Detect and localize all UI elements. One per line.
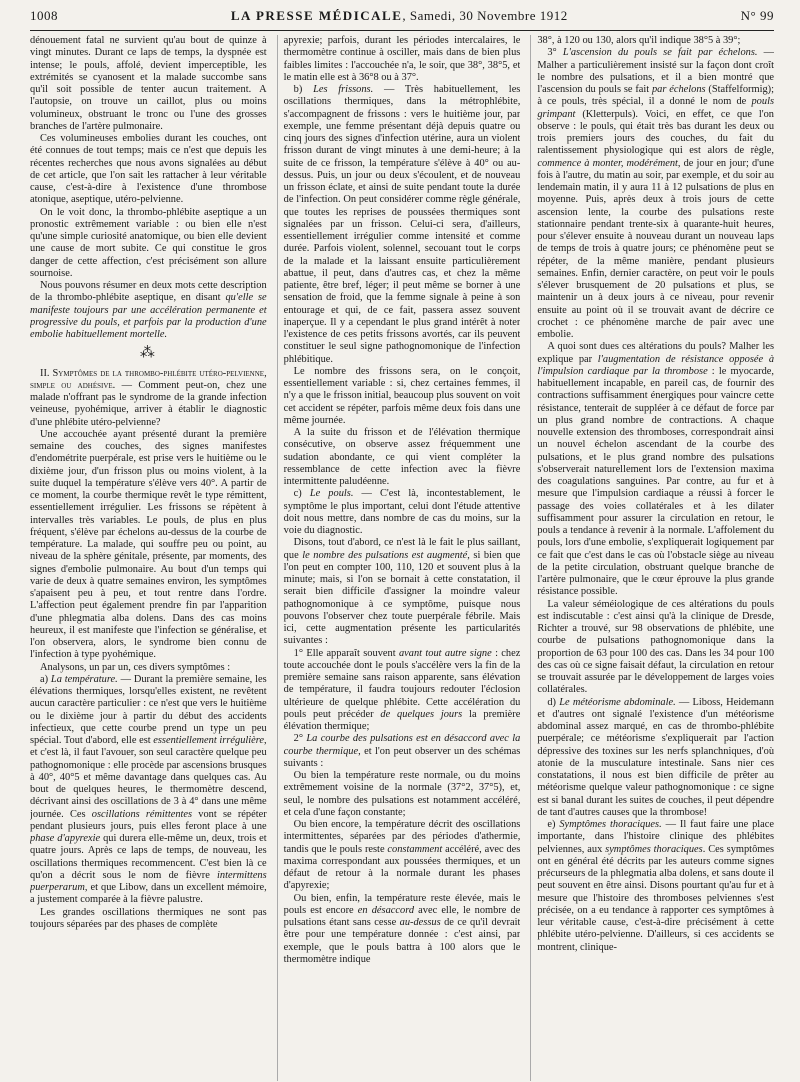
text-run: Disons, tout d'abord, ce n'est là le fait le plus saillant, que	[283, 537, 521, 561]
text-run: — Malher a particulièrement insisté sur la façon dont croît le nombre des pulsations, et il a bien montré que l'ascension du pouls se fait	[537, 47, 775, 95]
paragraph: Une accouchée ayant présenté durant la première semaine des couches, des signes manifestes d'endométrite puerpérale, est prise vers le huitième ou le dixième jour, d'un frisson plus ou moins violent, à la suite duquel la température s'élève vers 40°. A partir de ce moment, la courbe thermique revêt le type rémittent, essentiellement irrégulier. Les frissons se répètent à intervalles très variables. Le pouls, de plus en plus fréquent, s'élève par échelons au-dessus de la courbe de température. La malade, qui souffre peu ou point, au niveau de la sphère génitale, présente, par moments, des signes d'embolie pulmonaire. Au bout d'un temps qui varie de deux à quatre semaines environ, les symptômes s'apaisent peu à peu, et tout rentre dans l'ordre. L'affection peut également prendre fin par l'apparition d'une phlegmatia alba dolens. Dans des cas moins heureux, il est manifeste que l'infection se généralise, et l'on observera, alors, le syndrome bien connu de l'infection à type pyohémique.	[30, 428, 267, 661]
text-run: — Comment peut-on, chez une malade n'offrant pas le syndrome de la grande infection veineuse, pyohémique, arriver à établir le diagnostic d'une phlébite utéro-pelvienne?	[30, 379, 267, 428]
paragraph	[537, 47, 774, 341]
paragraph: Analysons, un par un, ces divers symptômes :	[40, 661, 231, 673]
paragraph	[537, 819, 774, 954]
paragraph	[30, 280, 267, 341]
italic-text: symptômes thoraciques	[605, 843, 703, 855]
text-run: Ou bien, enfin, la température reste élevée, mais le pouls est encore	[283, 892, 521, 916]
column-3	[530, 35, 774, 1081]
text-run: c)	[293, 488, 310, 500]
text-run: a)	[40, 673, 51, 685]
paragraph	[284, 819, 521, 893]
italic-text: qu'elle se manifeste toujours par une accélération permanente et progressive du pouls, et parfois par la production d'une embolie habituellement mortelle.	[30, 292, 267, 340]
text-run: : le myocarde, habituellement incapable, en pareil cas, de fournir des contractions suffisamment énergiques pour vaincre cette résistance, tenterait de suppléer à ce défaut de force par un plus grand nombre de contractions. A chaque nouvelle extension des thromboses, correspondrait ainsi un nouvel échelon ascendant de la courbe des pulsations, et le plus grand nombre des pulsations s'observerait naturellement lors de l'extension maxima des coagulations sanguines. Par contre, au fur et à mesure que l'impulsion cardiaque a réussi à forcer le passage des voies collatérales et à les dilater suffisamment pour assurer la circulation en retour, le pouls a tendance à revenir à la normale. L'affolement du pouls, lors d'une embolie, s'expliquerait logiquement par ce fait que c'est dans le cas où l'obstacle siège au niveau de la petite circulation, obstruant quelque branche de l'artère pulmonaire, que le cœur éprouve la plus grande résistance possible.	[537, 365, 775, 598]
italic-text: pouls grimpant	[537, 96, 775, 120]
italic-text: l'augmentation de résistance opposée à l'impulsion cardiaque par la thrombose	[537, 353, 775, 377]
paragraph: 38°, à 120 ou 130, alors qu'il indique 38°5 à 39°;	[537, 35, 741, 46]
column-2	[277, 35, 521, 1081]
text-run: vont se répéter pendant plusieurs jours, puis elles feront place à une	[30, 808, 267, 832]
italic-text: essentiellement irrégulière	[153, 735, 265, 746]
italic-text: intermittens puerperarum	[30, 869, 267, 893]
text-run: d)	[547, 696, 560, 708]
italic-text: La courbe des pulsations est en désaccord avec la courbe thermique	[283, 733, 521, 757]
page-number: 1008	[30, 8, 58, 23]
paragraph	[284, 648, 521, 734]
paragraph	[284, 893, 521, 967]
paragraph: On le voit donc, la thrombo-phlébite aseptique a un pronostic extrêmement variable : ou bien elle n'est qu'une simple curiosité anatomique, ou bien elle devient une cause de mort subite. Ce qui constitue le gros danger de cette affection, c'est précisément son allure sournoise.	[30, 206, 267, 279]
masthead	[231, 8, 568, 24]
text-run: b)	[293, 84, 314, 95]
text-run: Nous pouvons résumer en deux mots cette description de la thrombo-phlébite aseptique, en disant	[30, 280, 267, 304]
italic-text: avant tout autre signe	[398, 647, 492, 659]
journal-title: LA PRESSE MÉDICALE	[230, 8, 403, 23]
paragraph: Le nombre des frissons sera, on le conçoit, essentiellement variable : si, chez certaines femmes, il n'y a que le frisson initial, beaucoup plus souvent on voit cet accident se répéter, parfois même deux fois dans une même journée.	[283, 365, 521, 426]
italic-text: au-dessus	[399, 917, 441, 928]
issue-number: N° 99	[740, 8, 774, 23]
paragraph	[537, 341, 774, 598]
text-run: 3°	[547, 47, 563, 59]
text-run: — Très habituellement, les oscillations thermiques, dans la métrophlébite, s'accompagnent de frissons : vers le huitième jour, par exemple, une femme présentant déjà depuis quatre ou cinq jours des signes d'infection utérine, aura un violent frisson durant de vingt minutes à une demi-heure; à la suite de ce frisson, la température s'élève à 40° ou au-dessus. Puis, un jour ou deux s'écoulent, et de nouveau un frisson éclate, et ainsi de suite pendant toute la durée de l'infection. On peut considérer comme règle générale, que toutes les reprises de poussées thermiques sont signalées par un frisson. Celui-ci sera, d'ailleurs, essentiellement irrégulier comme intensité et comme durée. Parfois violent, solennel, secouant tout le corps de la malade et la laissant ensuite particulièrement abattue, il peut, dans d'autres cas, et chez la même patiente, être bref, léger; il peut même se borner à une sensation de froid, que la femme signale à peine à son entourage et qui, de ce fait, passera assez souvent inaperçue. Il y a cependant le plus grand intérêt à noter l'existence de ces petits frissons avortés, car ils peuvent constituer le seul signe pathognomonique de l'infection phlébitique.	[283, 84, 521, 365]
italic-text: par échelons	[651, 84, 706, 95]
italic-text: Le météorisme abdominale.	[559, 696, 676, 708]
text-run: 2°	[293, 733, 307, 745]
section-heading: II. Symptômes de la thrombo-phlébite utéro-pelvienne, simple ou adhésive.	[30, 367, 267, 391]
text-run: (Kletterpuls). Voici, en effet, ce que l'on observe : le pouls, qui était très bas durant les deux ou trois premiers jours des couches, du fait du ralentissement physiologique qui est alors de règle,	[537, 108, 775, 157]
page-header	[30, 8, 774, 31]
text-run: , de jour en jour; d'une fois à l'autre, du matin au soir, par exemple, et du soir au lendemain matin, il y aura 11 à 12 pulsations de plus en moyenne. Puis, après deux à trois jours de cette ascension lente, la courbe des pulsations reste stationnaire pendant trente-six à quarante-huit heures, pour s'élever ensuite à nouveau durant un nouveau laps de temps de trois à quatre jours; ce phénomène peut se répéter, de la même manière, pendant plusieurs semaines. Enfin, dernier caractère, on peut voir le pouls s'élever brusquement de 20 pulsations et plus, se maintenir un à deux jours à ce niveau, pour revenir ensuite au point où il se trouvait avant de décrire ce crochet : ce phénomène marche de pair avec une embolie.	[537, 157, 775, 340]
paragraph: dénouement fatal ne survient qu'au bout de quinze à vingt minutes. Durant ce laps de temps, la dyspnée est intense; le pouls, affolé, devient imperceptible, les extrémités se cyanosent et la malade succombe sans qu'il soit possible de tenter aucun traitement. A l'autopsie, on trouve un caillot, plus ou moins volumineux, obstruant le tronc ou l'une des grosses branches de l'artère pulmonaire.	[30, 35, 267, 132]
paragraph	[537, 697, 774, 820]
paragraph: La valeur séméiologique de ces altérations du pouls est indiscutable : c'est ainsi qu'à la clinique de Dresde, Richter a trouvé, sur 98 observations de phlébite, une courbe de pulsations pathognomonique dans la proportion de 63 pour 100 des cas. Dans les 34 pour 100 des cas où ce signe faisait défaut, la circulation en retour se trouvait assurée par le développement de larges voies collatérales.	[537, 598, 775, 696]
article-columns	[30, 35, 774, 1081]
text-run: : chez toute accouchée dont le pouls s'accélère vers la fin de la première semaine sans raison apparente, sans élévation de température, il faudra toujours redouter l'éclosion ultérieure de quelque phlébite. Cette accélération du pouls peut précéder	[283, 647, 521, 720]
italic-text: commence à monter, modérément	[537, 157, 678, 169]
text-run: la première élévation thermique;	[283, 708, 521, 732]
text-run: de ce qu'il devrait être pour une température donnée : c'est ainsi, par exemple, que le pouls battra à 100 alors que le thermomètre indique	[283, 917, 521, 965]
text-run: — Liboss, Heidemann et d'autres ont signalé l'existence d'un météorisme abdominal assez marqué, en cas de thrombo-phlébite puerpérale; ce météorisme s'expliquerait par l'action dépressive des toxines sur les nerfs splanchniques, d'où atonie de la musculature intestinale. Sans nier ces constatations, il nous est bien difficile de prêter au météorisme quelque valeur pathognomonique : ce signe est si banal durant les suites de couches, il peut dépendre de tant d'autres causes que la thrombose!	[537, 696, 775, 818]
text-run: — C'est là, incontestablement, le symptôme le plus important, celui dont l'étude attentive doit nous mettre, dans nombre de cas du moins, sur la voie du diagnostic.	[283, 488, 521, 536]
italic-text: Symptômes thoraciques.	[559, 819, 662, 830]
text-run: — Durant la première semaine, les élévations thermiques, lorsqu'elles existent, ne revêtent aucun caractère particulier : ce n'est que vers le huitième ou le dixième jour à partir du début des accidents infectieux, que cette courbe prend un type un peu spécial. Tout d'abord, elle est	[30, 673, 267, 746]
text-run: , et que Libow, dans un excellent mémoire, a justement comparée à la fièvre palustre.	[30, 882, 267, 906]
paragraph: Ces volumineuses embolies durant les couches, ont été connues de tout temps; mais ce n'est que depuis les récentes recherches que nous avons signalées au début de cet article, que l'on sait les rattacher à leur véritable cause, c'est-à-dire à l'existence d'une thrombose atonique, aseptique, utéro-pelvienne.	[30, 133, 267, 206]
text-run: avec elle, le nombre de pulsations étant sans cesse	[283, 904, 521, 928]
issue-date: , Samedi, 30 Novembre 1912	[402, 8, 568, 23]
paragraph: A la suite du frisson et de l'élévation thermique consécutive, on observe assez fréquemment une sudation abondante, ce qui vient compléter la ressemblance de cette infection avec la fièvre intermittente paludéenne.	[283, 427, 521, 487]
text-run: — Il faut faire une place importante, dans l'histoire clinique des phlébites pelviennes, aux	[537, 819, 775, 855]
italic-text: le nombre des pulsations est augmenté	[302, 549, 468, 561]
text-run: . Ces symptômes ont en général été décrits par les auteurs comme signes précurseurs de la phlegmatia alba dolens, et sans doute il peut souvent en être ainsi. Disons pourtant qu'au fur et à mesure que l'histoire des thromboses pelviennes s'est précisée, on a eu tendance à rapporter ces symptômes à leur véritable cause, c'est-à-dire précisément à cette phlébite utéro-pelvienne. D'ailleurs, si ces accidents se montrent, clinique-	[537, 843, 775, 953]
paragraph	[30, 674, 267, 907]
paragraph: Ou bien la température reste normale, ou du moins extrêmement voisine de la normale (37°2, 37°5), et, seul, le nombre des pulsations est notamment accéléré, et cela d'une façon constante;	[283, 770, 521, 818]
paragraph	[284, 733, 521, 770]
italic-text: constamment	[387, 843, 443, 855]
italic-text: L'ascension du pouls se fait par échelons.	[562, 47, 758, 59]
text-run: e)	[547, 819, 560, 830]
text-run: accéléré, avec des maxima correspondant aux poussées thermiques, et un défaut de retour à la normale durant les phases d'apyrexie;	[283, 843, 521, 892]
italic-text: oscillations rémittentes	[91, 808, 193, 820]
italic-text: Le pouls.	[309, 488, 354, 500]
text-run: qui durera elle-même un, deux, trois et quatre jours. Après ce laps de temps, de nouveau, les oscillations thermiques recommencent. C'est bien là ce qu'on a décrit sous le nom de fièvre	[30, 833, 267, 881]
section-separator: ⁂	[139, 345, 157, 362]
paragraph	[284, 537, 521, 647]
paragraph: Les grandes oscillations thermiques ne sont pas toujours séparées par des phases de complète	[30, 906, 267, 930]
column-1	[30, 35, 267, 1081]
text-run: 1° Elle apparaît souvent	[293, 647, 399, 659]
italic-text: phase d'apyrexie	[30, 833, 101, 844]
text-run: , et l'on peut observer un des schémas suivants :	[283, 745, 521, 769]
text-run: A quoi sont dues ces altérations du pouls? Malher les explique par	[537, 341, 775, 365]
text-run: , si bien que l'on peut en compter 100, 110, 120 et souvent plus à la minute; mais, si l'on se bornait à cette constatation, il serait bien difficile d'assigner la moindre valeur pathognomonique à ce symptôme, puisque nous pouvons l'observer chez toute puerpérale fébrile. Mais ici, cette augmentation présente les particularités suivantes :	[283, 549, 521, 647]
text-run: , et c'est là, il faut l'avouer, son seul caractère quelque peu pathognomonique : elle procède par ascensions brusques à 40°, 40°5 et même davantage dans quelques cas. Au bout de quelques heures, le thermomètre descend, décrivant ainsi des oscillations de 3 à 4° dans une même journée. Ces	[30, 735, 267, 820]
paragraph	[284, 84, 521, 366]
paragraph	[284, 488, 521, 537]
italic-text: Les frissons.	[313, 84, 374, 95]
italic-text: en désaccord	[357, 904, 415, 916]
italic-text: de quelques jours	[380, 708, 463, 720]
text-run: Ou bien encore, la température décrit des oscillations intermittentes, séparées par des périodes d'athermie, tandis que le pouls reste	[283, 819, 521, 855]
italic-text: La température.	[50, 673, 118, 685]
paragraph: apyrexie; parfois, durant les périodes intercalaires, le thermomètre continue à osciller, mais dans de bien plus faibles limites : l'accouchée n'a, le soir, que 38°, 38°5, et le matin elle est à 36°8 ou à 37°.	[283, 35, 521, 83]
paragraph	[30, 368, 267, 429]
text-run: (Staffelformig); à ce pouls, très spécial, il a donné le nom de	[537, 84, 775, 108]
